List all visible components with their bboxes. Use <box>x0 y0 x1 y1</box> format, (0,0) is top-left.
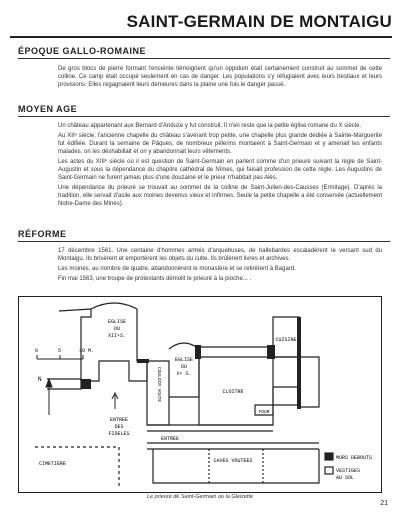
paragraph: Les actes du XIIIᵉ siècle où il est question de Saint-Germain en parlent comme d'un prieuré suivant la règle de Saint-Augustin et sous la dépendance du chapitre cathédral de Nîmes, qui faisait profession de cette règle. Les Augustins de Saint-Germain ne furent jamais plus d'une douzaine et le prieur n'habitait pas Alès. <box>58 159 382 181</box>
label-entree-fideles-line2: DES <box>114 424 124 430</box>
label-eglise10-line1: EGLISE <box>174 357 194 363</box>
paragraph: Au XIIᵉ siècle, l'ancienne chapelle du château s'avérant trop petite, une chapelle plus grande dédiée à Sainte-Marguerite fut édifiée. Durant la semaine de Pâques, de nombreux pèlerins montaient à Saint-Germain et y amenait les enfants malades, on les déshabillait et on y abandonnait leurs vêtements. <box>58 133 382 155</box>
scale-bar <box>37 355 83 359</box>
label-eglise10-line2: DU <box>180 364 188 370</box>
section-heading-gallo-romaine: ÉPOQUE GALLO-ROMAINE <box>18 46 147 56</box>
scale-label-10: 10 M. <box>79 348 95 354</box>
label-eglise12-line3: XIIᵉS. <box>107 333 127 339</box>
label-eglise10-line3: Xᵉ S. <box>176 371 192 377</box>
section-heading-reforme: RÉFORME <box>18 229 67 239</box>
label-entree-fideles-line1: ENTREE <box>109 417 129 423</box>
legend-label-vestiges-line2: AU SOL <box>336 475 355 481</box>
section-rule <box>18 58 390 59</box>
title-rule <box>10 36 392 38</box>
church-10th-walls <box>169 343 199 397</box>
label-cloitre: CLOITRE <box>222 389 244 395</box>
priory-plan <box>18 296 382 493</box>
label-couloir: COULOIR VOUTE <box>156 367 161 403</box>
page-number: 21 <box>380 500 388 507</box>
label-four: FOUR <box>258 410 270 415</box>
plan-drawing <box>19 297 381 492</box>
cellars-walls <box>153 449 319 483</box>
scale-label-5: 5 <box>58 348 62 354</box>
paragraph: Fin mai 1563, une troupe de protestants démolit le prieuré à la pioche... . <box>58 276 252 282</box>
section-body-reforme <box>58 247 382 285</box>
paragraph: Les moines, au nombre de quatre, abandonnèrent le monastère et se retirèrent à Bagard. <box>58 266 296 272</box>
paragraph: 17 décembre 1561. Une centaine d'hommes armés d'arquebuses, de hallebardes escaladèrent le versant sud du Montaigu. Ils brisèrent et emportèrent les objets du culte. Ils brûlèrent livres et archives. <box>58 248 382 262</box>
north-arrow-icon <box>46 379 52 415</box>
label-caves: CAVES VOUTEES <box>213 458 253 464</box>
paragraph: Un château appartenant aux Bernard d'Anduze y fut construit. Il n'en reste que la petite église romane du X siècle. <box>58 123 362 129</box>
label-eglise12-line2: DU <box>113 326 121 332</box>
legend-label-murs: MURS DEBOUTS <box>336 455 373 461</box>
section-rule <box>18 241 390 242</box>
page-title: SAINT-GERMAIN DE MONTAIGU <box>126 12 392 31</box>
cemetery-boundary <box>35 447 119 489</box>
label-eglise12-line1: EGLISE <box>107 319 127 325</box>
label-cuisine: CUISINE <box>275 337 297 343</box>
church-12th-walls <box>81 303 147 381</box>
scale-label-0: 0 <box>35 348 39 354</box>
label-entree-fideles-line3: FIDELES <box>108 431 130 437</box>
plan-caption: Le prieuré de Saint-Germain ou la Gleizette <box>146 494 254 500</box>
paragraph: Une dépendance du prieuré se trouvait au sommet de la colline de Saint-Julien-des-Causses (Ermitage). D'après la tradition, elle servait d'asile aux moines devenus vieux et infirmes. Seule la petite chapelle a été conservée (actuellement Notre-Dame des Mines). <box>58 185 382 207</box>
paragraph: De gros blocs de pierre formant l'enceinte témoignent qu'un oppidum était certainement construit au sommet de cette colline. Ce camp était occupé seulement en cas de danger. Les populations s'y réfugiaient avec leurs bestiaux et leurs provisions. Elles regagnaient leurs demeures dans la plaine une fois le danger passé. <box>58 66 382 88</box>
label-entree: ENTREE <box>161 436 180 442</box>
entrance-arrow-icon <box>112 393 118 409</box>
section-body-moyen-age <box>58 122 382 210</box>
label-cimetiere: CIMETIERE <box>39 461 67 467</box>
section-rule <box>18 116 390 117</box>
north-label: N <box>38 376 42 383</box>
section-body-gallo-romaine <box>58 65 382 91</box>
legend-label-vestiges-line1: VESTIGES <box>336 468 361 474</box>
section-heading-moyen-age: MOYEN AGE <box>18 104 78 114</box>
